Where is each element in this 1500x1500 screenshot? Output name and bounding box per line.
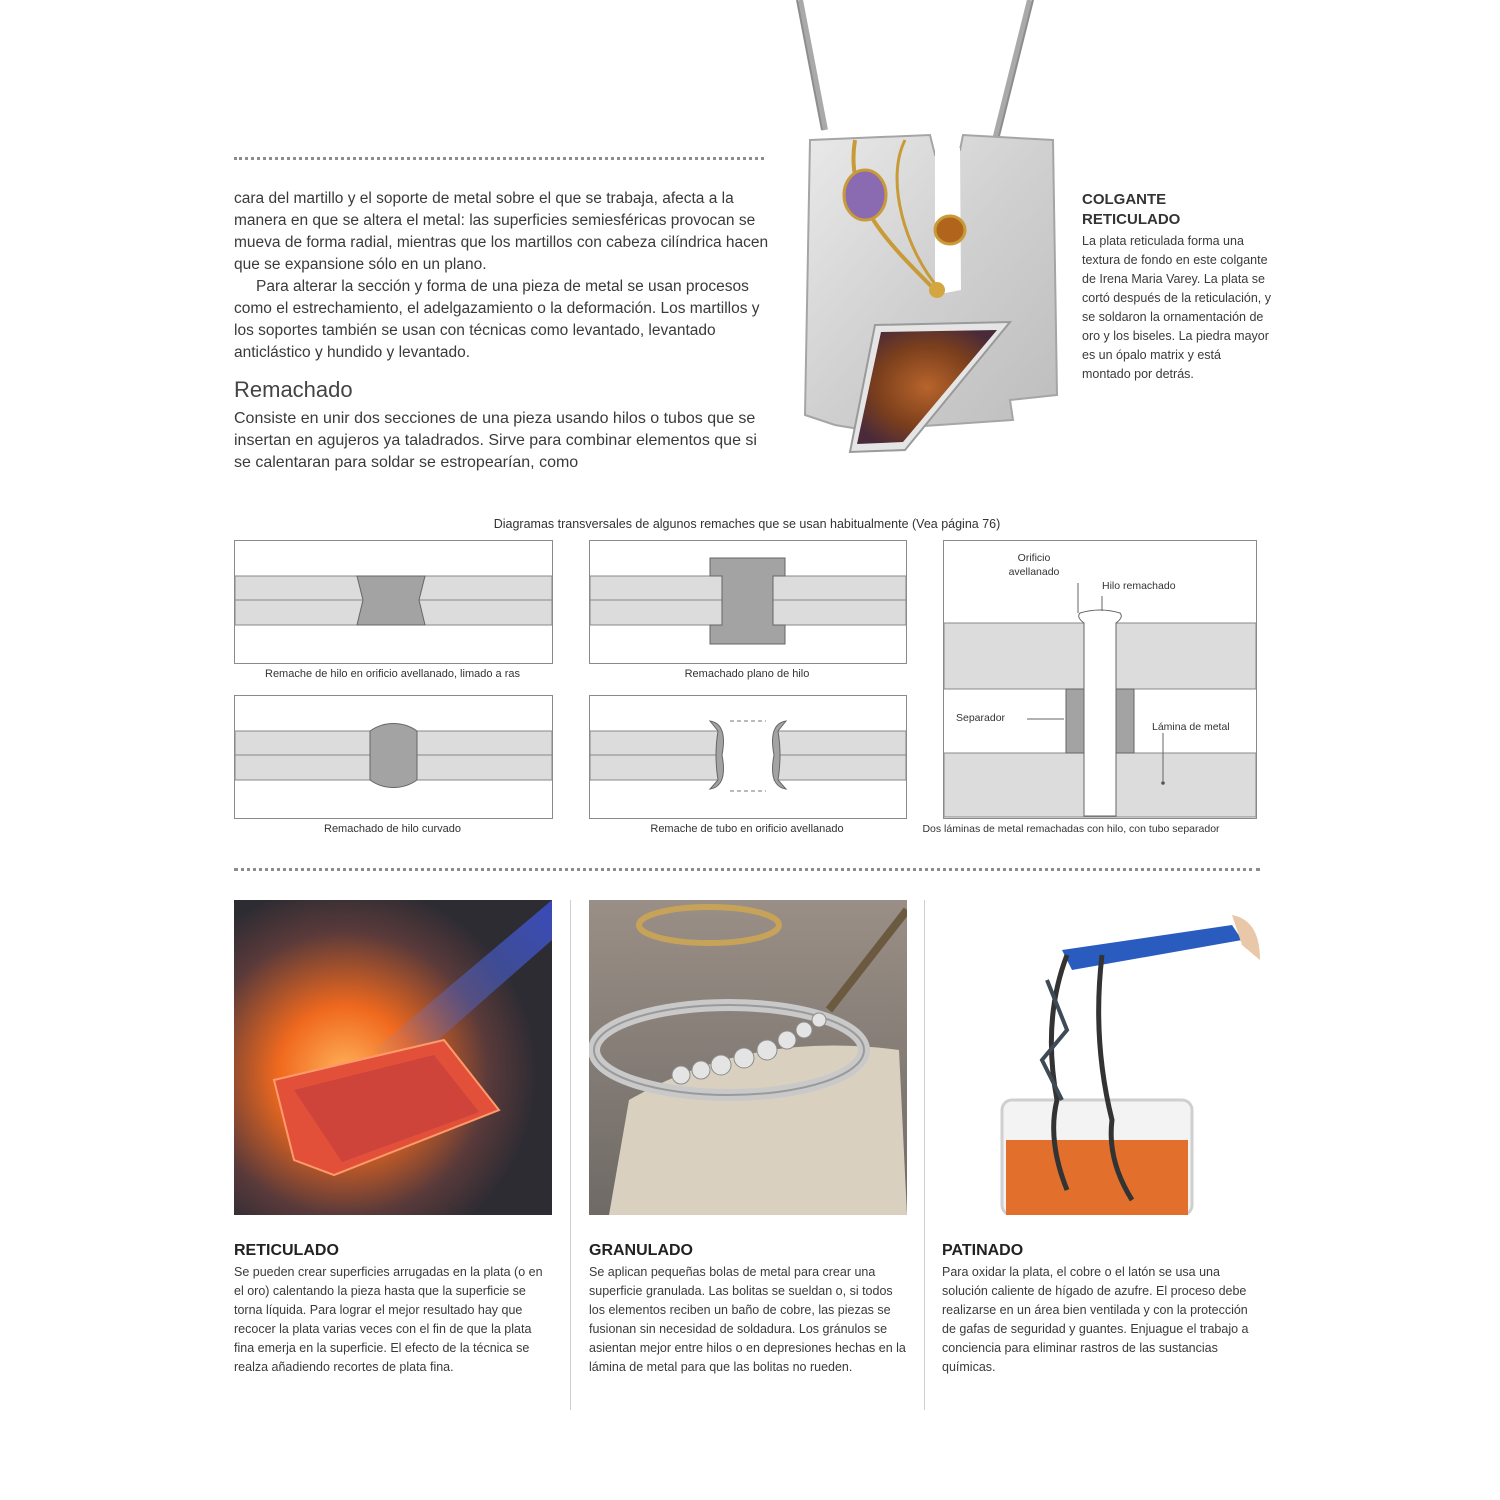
caption-flat-wire: Remachado plano de hilo: [684, 668, 810, 680]
granulado-text: Se aplican pequeñas bolas de metal para crear una superficie granulada. Las bolitas se sueldan o, si todos los elementos reciben un baño de cobre, las piezas se fusionan sin necesidad de soldadura. Los gránulos se asientan mejor entre hilos o en depresiones hechas en la lámina de metal para que las bolitas no rueden.: [589, 1265, 906, 1374]
granulado-photo: [589, 900, 907, 1215]
diagram-two-sheets: [943, 540, 1257, 819]
column-separator-2: [924, 900, 925, 1410]
diagram-countersunk-flush: [234, 540, 553, 664]
intro-paragraph-1: cara del martillo y el soporte de metal sobre el que se trabaja, afecta a la manera en que se altera el metal: las superficies semiesféricas provocan se mueva de forma radial, mientras que los martillos con cabeza cilíndrica hacen que se expansione sólo en un plano.: [234, 190, 769, 273]
pendant-text: La plata reticulada forma una textura de fondo en este colgante de Irena Maria Varey. La plata se cortó después de la reticulación, y se soldaron la ornamentación de oro y los biseles. La piedra mayor es un ópalo matrix y está montado por detrás.: [1082, 234, 1271, 381]
reticulado-photo: [234, 900, 552, 1215]
intro-paragraph-2: Para alterar la sección y forma de una pieza de metal se usan procesos como el estrechamiento, el adelgazamiento o la deformación. Los martillos y los soportes también se usan con técnicas como levantado, levantado anticlástico y hundido y levantado.: [234, 278, 760, 361]
top-divider: [234, 157, 764, 160]
diagram-flat-wire: [589, 540, 907, 664]
pendant-photo: [785, 0, 1075, 470]
remachado-text: Consiste en unir dos secciones de una pieza usando hilos o tubos que se insertan en agujeros ya taladrados. Sirve para combinar elementos que si se calentaran para soldar se estropearían, como: [234, 410, 757, 471]
caption-two-sheets: Dos láminas de metal remachadas con hilo, con tubo separador: [922, 823, 1220, 835]
patinado-photo: [942, 900, 1260, 1215]
column-separator-1: [570, 900, 571, 1410]
label-metal-sheet: Lámina de metal: [1152, 721, 1230, 733]
patinado-heading: PATINADO: [942, 1242, 1024, 1259]
reticulado-heading: RETICULADO: [234, 1242, 339, 1259]
diagram-curved-wire: [234, 695, 553, 819]
granulado-heading: GRANULADO: [589, 1242, 693, 1259]
caption-curved-wire: Remachado de hilo curvado: [324, 823, 461, 835]
pendant-heading: COLGANTE RETICULADO: [1082, 191, 1181, 228]
diagram-tube-countersunk: [589, 695, 907, 819]
patinado-text: Para oxidar la plata, el cobre o el latón se usa una solución caliente de hígado de azufre. El proceso debe realizarse en un área bien ventilada y con la protección de gafas de seguridad y guantes. Enjuague el trabajo a conciencia para eliminar rastros de las sustancias químicas.: [942, 1265, 1249, 1374]
diagrams-title: Diagramas transversales de algunos remaches que se usan habitualmente (Vea página 76): [493, 517, 1001, 531]
middle-divider: [234, 868, 1260, 871]
label-countersunk-hole: Orificio avellanado: [1008, 552, 1060, 578]
label-spacer: Separador: [956, 712, 1006, 724]
section-heading-remachado: Remachado: [234, 377, 353, 402]
caption-countersunk-flush: Remache de hilo en orificio avellanado, limado a ras: [265, 668, 520, 680]
label-riveted-wire: Hilo remachado: [1102, 580, 1176, 592]
intro-text: [234, 188, 769, 364]
reticulado-text: Se pueden crear superficies arrugadas en la plata (o en el oro) calentando la pieza hasta que la superficie se torna líquida. Para lograr el mejor resultado hay que recocer la plata varias veces con el fin de que la plata fina emerja en la superficie. El efecto de la técnica se realza añadiendo recortes de plata fina.: [234, 1265, 543, 1374]
caption-tube-countersunk: Remache de tubo en orificio avellanado: [650, 823, 844, 835]
